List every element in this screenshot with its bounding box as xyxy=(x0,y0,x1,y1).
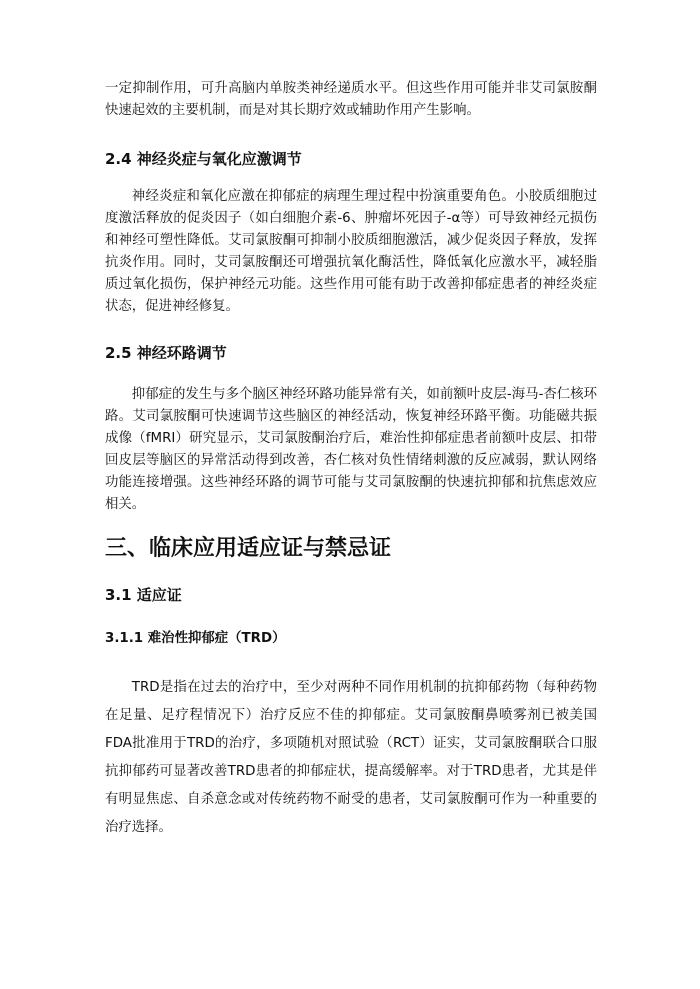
paragraph-trd: TRD是指在过去的治疗中，至少对两种不同作用机制的抗抑郁药物（每种药物在足量、足疗程情况下）治疗反应不佳的抑郁症。艾司氯胺酮鼻喷雾剂已被美国FDA批准用于TRD的治疗，多项随机对照试验（RCT）证实，艾司氯胺酮联合口服抗抑郁药可显著改善TRD患者的抑郁症状，提高缓解率。对于TRD患者，尤其是伴有明显焦虑、自杀意念或对传统药物不耐受的患者，艾司氯胺酮可作为一种重要的治疗选择。 xyxy=(105,680,597,835)
paragraph-neural-circuit: 抑郁症的发生与多个脑区神经环路功能异常有关，如前额叶皮层-海马-杏仁核环路。艾司氯胺酮可快速调节这些脑区的神经活动，恢复神经环路平衡。功能磁共振成像（fMRI）研究显示，艾司氯胺酮治疗后，难治性抑郁症患者前额叶皮层、扣带回皮层等脑区的异常活动得到改善，杏仁核对负性情绪刺激的反应减弱，默认网络功能连接增强。这些神经环路的调节可能与艾司氯胺酮的快速抗抑郁和抗焦虑效应相关。 xyxy=(105,387,597,512)
document-page xyxy=(105,78,597,842)
heading-2-4: 2.4 神经炎症与氧化应激调节 xyxy=(105,150,302,168)
paragraph-mechanism-continuation: 一定抑制作用，可升高脑内单胺类神经递质水平。但这些作用可能并非艾司氯胺酮快速起效的主要机制，而是对其长期疗效或辅助作用产生影响。 xyxy=(105,81,597,118)
heading-3-1: 3.1 适应证 xyxy=(105,586,182,604)
heading-chapter-3: 三、临床应用适应证与禁忌证 xyxy=(105,536,392,561)
heading-2-5: 2.5 神经环路调节 xyxy=(105,344,227,362)
paragraph-neuroinflammation: 神经炎症和氧化应激在抑郁症的病理生理过程中扮演重要角色。小胶质细胞过度激活释放的促炎因子（如白细胞介素-6、肿瘤坏死因子-α等）可导致神经元损伤和神经可塑性降低。艾司氯胺酮可抑制小胶质细胞激活，减少促炎因子释放，发挥抗炎作用。同时，艾司氯胺酮还可增强抗氧化酶活性，降低氧化应激水平，减轻脂质过氧化损伤，保护神经元功能。这些作用可能有助于改善抑郁症患者的神经炎症状态，促进神经修复。 xyxy=(105,189,597,314)
heading-3-1-1: 3.1.1 难治性抑郁症（TRD） xyxy=(105,631,286,646)
